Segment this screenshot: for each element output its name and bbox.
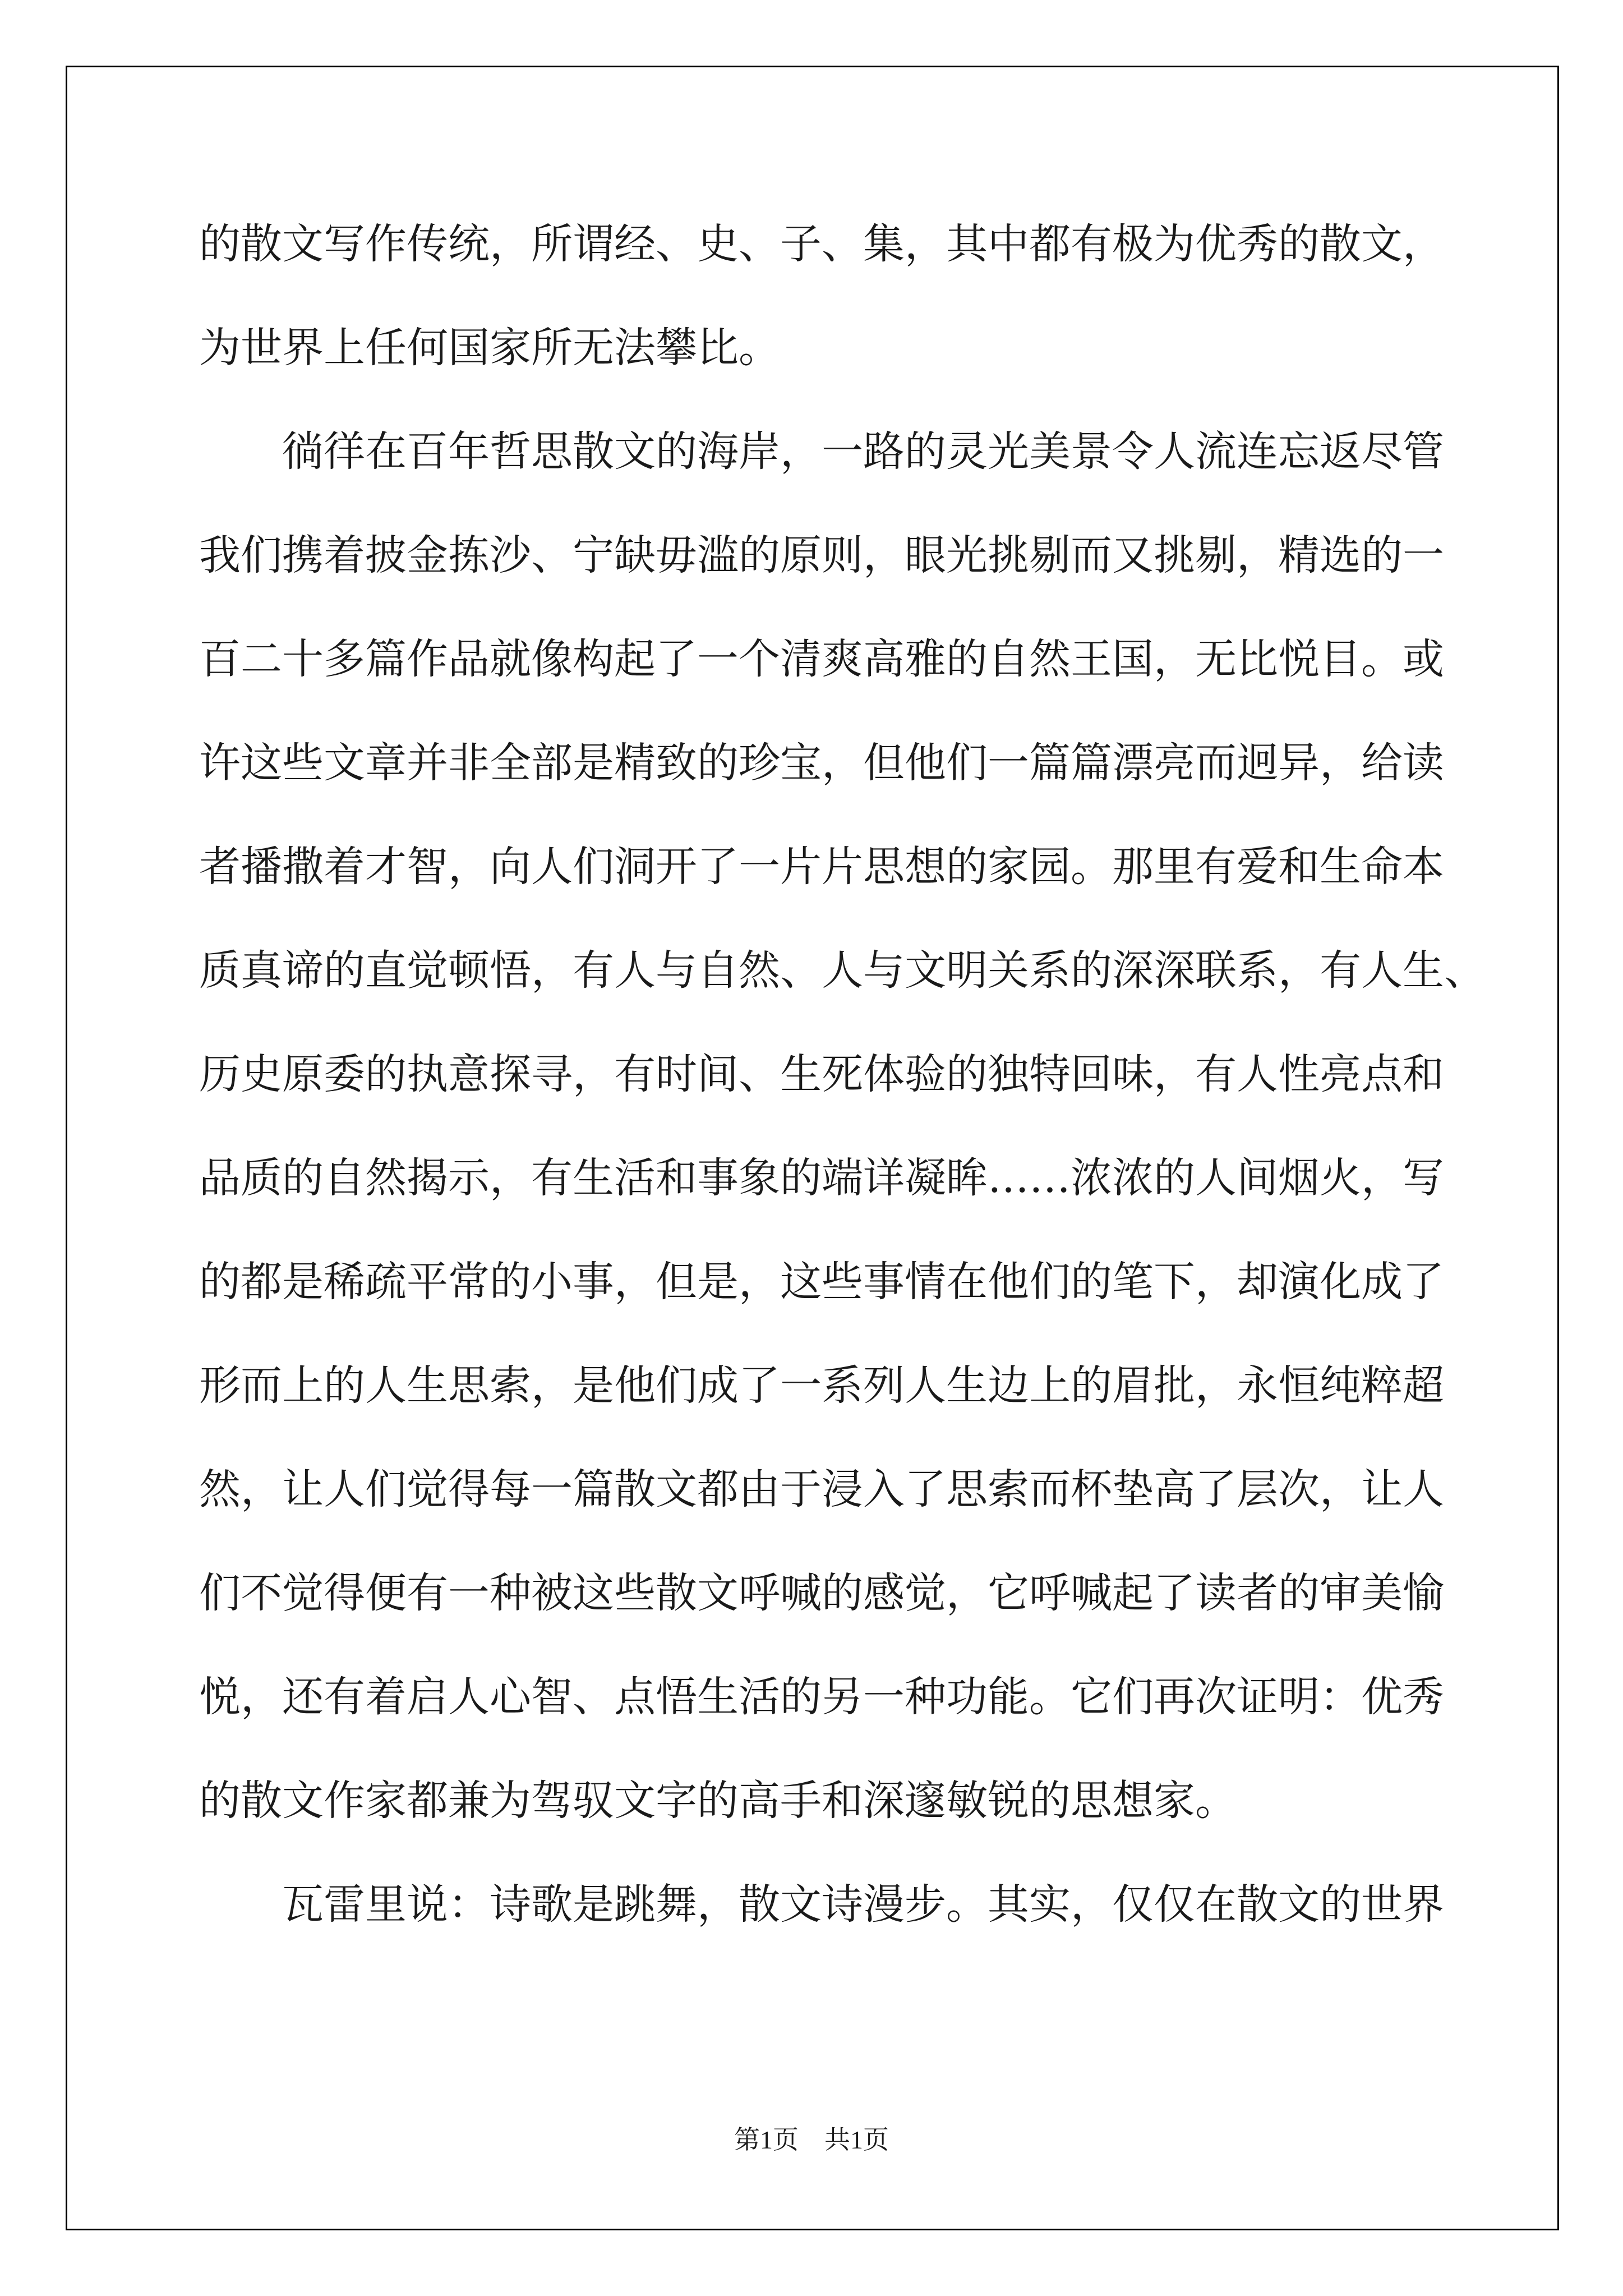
text-line: 形而上的人生思索，是他们成了一系列人生边上的眉批，永恒纯粹超 [199,1361,1444,1410]
text-line: 的散文写作传统，所谓经、史、子、集，其中都有极为优秀的散文， [199,220,1444,268]
text-line: 的都是稀疏平常的小事，但是，这些事情在他们的笔下，却演化成了 [199,1258,1444,1306]
paragraph-start-line: 徜徉在百年哲思散文的海岸，一路的灵光美景令人流连忘返尽管 [282,427,1444,476]
text-line: 百二十多篇作品就像构起了一个清爽高雅的自然王国，无比悦目。或 [199,635,1444,683]
text-line: 然，让人们觉得每一篇散文都由于浸入了思索而杯垫高了层次，让人 [199,1465,1444,1513]
text-line: 质真谛的直觉顿悟，有人与自然、人与文明关系的深深联系，有人生、 [199,946,1486,995]
text-line: 为世界上任何国家所无法攀比。 [199,324,780,372]
paragraph-start-line: 瓦雷里说：诗歌是跳舞，散文诗漫步。其实，仅仅在散文的世界 [282,1880,1444,1929]
text-line: 我们携着披金拣沙、宁缺毋滥的原则，眼光挑剔而又挑剔，精选的一 [199,531,1444,579]
text-line: 品质的自然揭示，有生活和事象的端详凝眸……浓浓的人间烟火，写 [199,1154,1444,1202]
text-line: 者播撒着才智，向人们洞开了一片片思想的家园。那里有爱和生命本 [199,843,1444,891]
text-line: 们不觉得便有一种被这些散文呼喊的感觉，它呼喊起了读者的审美愉 [199,1569,1444,1617]
text-line: 历史原委的执意探寻，有时间、生死体验的独特回味，有人性亮点和 [199,1050,1444,1098]
text-line: 许这些文章并非全部是精致的珍宝，但他们一篇篇漂亮而迥异，给读 [199,739,1444,787]
page-number: 第1页 共1页 [734,2125,889,2154]
text-line: 的散文作家都兼为驾驭文字的高手和深邃敏锐的思想家。 [199,1777,1237,1825]
text-line: 悦，还有着启人心智、点悟生活的另一种功能。它们再次证明：优秀 [199,1673,1444,1721]
